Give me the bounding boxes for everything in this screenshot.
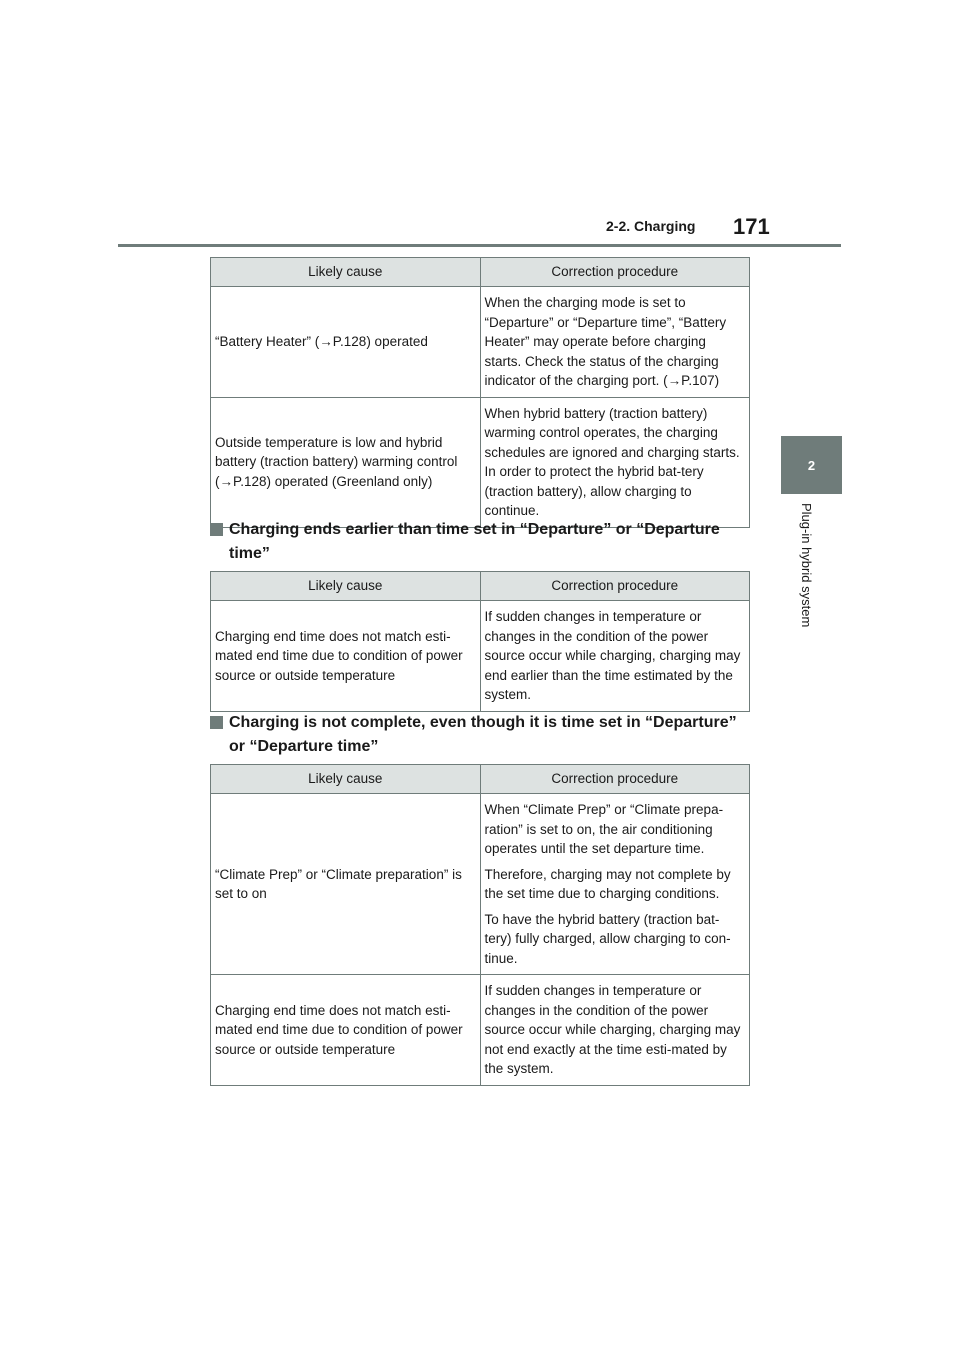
section-heading xyxy=(210,711,750,759)
column-header-cause: Likely cause xyxy=(211,765,481,794)
cause-cell: “Climate Prep” or “Climate preparation” is set to on xyxy=(211,794,481,975)
section-heading xyxy=(210,518,750,566)
section-title: 2-2. Charging xyxy=(606,218,696,234)
chapter-tab[interactable] xyxy=(781,436,842,494)
correction-cell xyxy=(480,397,750,527)
table-row xyxy=(211,287,750,398)
correction-text: Therefore, charging may not complete by the set time due to charging conditions. xyxy=(484,866,731,901)
troubleshooting-table-3 xyxy=(210,764,750,1086)
column-header-correction: Correction procedure xyxy=(480,258,750,287)
troubleshooting-table-1 xyxy=(210,257,750,528)
chapter-number: 2 xyxy=(807,457,816,473)
table-header-row xyxy=(211,572,750,601)
cause-cell: Outside temperature is low and hybrid battery (traction battery) warming control (→P.128) operated (Greenland only) xyxy=(211,397,481,527)
column-header-correction: Correction procedure xyxy=(480,572,750,601)
table-header-row xyxy=(211,765,750,794)
correction-cell xyxy=(480,601,750,712)
square-bullet-icon xyxy=(210,716,223,729)
chapter-title: Plug-in hybrid system xyxy=(799,503,814,628)
header-rule xyxy=(118,244,841,247)
cause-cell: Charging end time does not match esti-mated end time due to condition of power source or outside temperature xyxy=(211,975,481,1086)
correction-text: When hybrid battery (traction battery) warming control operates, the charging schedules are ignored and charging starts. In order to protect the hybrid bat-tery (traction battery), allow charging to continue. xyxy=(484,405,740,518)
section-heading-text: Charging ends earlier than time set in “Departure” or “Departure time” xyxy=(229,521,720,562)
correction-text: To have the hybrid battery (traction bat-tery) fully charged, allow charging to con-tinue. xyxy=(484,911,731,966)
table-header-row xyxy=(211,258,750,287)
column-header-correction: Correction procedure xyxy=(480,765,750,794)
cause-cell: “Battery Heater” (→P.128) operated xyxy=(211,287,481,398)
correction-cell xyxy=(480,975,750,1086)
column-header-cause: Likely cause xyxy=(211,572,481,601)
square-bullet-icon xyxy=(210,523,223,536)
table-row xyxy=(211,794,750,975)
page-number: 171 xyxy=(733,214,770,239)
table-row xyxy=(211,601,750,712)
correction-text: When the charging mode is set to “Departure” or “Departure time”, “Battery Heater” may operate before charging starts. Check the status of the charging indicator of the charging port. (→P.107) xyxy=(484,295,727,388)
troubleshooting-table-2 xyxy=(210,571,750,712)
column-header-cause: Likely cause xyxy=(211,258,481,287)
section-heading-text: Charging is not complete, even though it is time set in “Departure” or “Departure time” xyxy=(229,714,737,755)
correction-cell xyxy=(480,287,750,398)
correction-cell xyxy=(480,794,750,975)
correction-text: When “Climate Prep” or “Climate prepa-ration” is set to on, the air conditioning operates until the set departure time. xyxy=(484,802,724,856)
table-row xyxy=(211,397,750,527)
cause-cell: Charging end time does not match esti-mated end time due to condition of power source or outside temperature xyxy=(211,601,481,712)
table-row xyxy=(211,975,750,1086)
correction-text: If sudden changes in temperature or changes in the condition of the power source occur while charging, charging may not end exactly at the time esti-mated by the system. xyxy=(484,983,741,1076)
correction-text: If sudden changes in temperature or changes in the condition of the power source occur while charging, charging may end earlier than the time estimated by the system. xyxy=(484,609,741,702)
